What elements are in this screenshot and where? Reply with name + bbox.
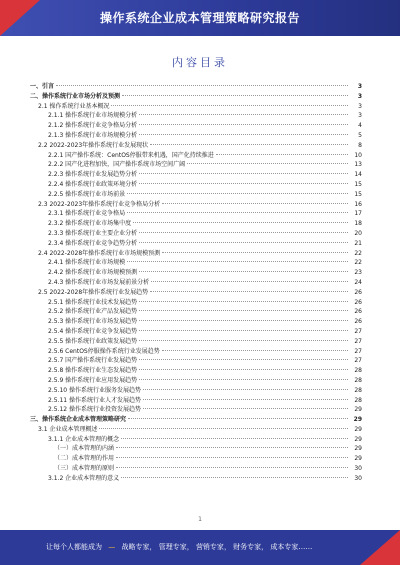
toc-leader-dots [150,144,348,145]
toc-entry[interactable] [30,386,362,396]
toc-entry-page: 22 [354,259,362,267]
toc-leader-dots [139,173,348,174]
toc-entry[interactable] [30,464,362,474]
toc-leader-dots [150,291,348,292]
report-title: 操作系统企业成本管理策略研究报告 [99,11,300,25]
toc-entry-label: 2.2.1 国产操作系统：CentOS停服带来机遇，国产化持续推进 [48,151,214,159]
toc-entry-label: 2.3.3 操作系统行业主要企业分析 [48,229,138,237]
toc-entry-page: 26 [354,308,362,316]
toc-entry-label: 2.3.1 操作系统行业竞争格局 [48,210,126,218]
toc-entry-label: 3.1 企业成本管理概述 [38,425,98,433]
report-footer [0,530,400,565]
toc-entry-label: 2.4.2 操作系统行业市场规模预测 [48,269,138,277]
toc-leader-dots [56,85,348,86]
page-number: 1 [198,516,202,523]
toc-entry[interactable] [30,268,362,278]
toc-entry-label: 2.3.4 操作系统行业竞争趋势分析 [48,239,138,247]
toc-entry[interactable] [30,258,362,268]
toc-leader-dots [139,183,348,184]
toc-leader-dots [127,261,348,262]
toc-entry-page: 27 [354,357,362,365]
toc-entry-page: 16 [354,200,362,208]
toc-leader-dots [111,105,348,106]
toc-leader-dots [143,408,348,409]
toc-leader-dots [143,389,348,390]
toc-leader-dots [143,399,348,400]
toc-leader-dots [127,212,348,213]
toc-entry-label: （二）成本管理的作用 [54,455,115,463]
toc-entry[interactable] [30,180,362,190]
toc-entry-page: 8 [358,141,362,149]
toc-entry-label: （三）成本管理的原则 [54,465,115,473]
toc-entry[interactable] [30,454,362,464]
toc-entry-page: 3 [357,83,362,90]
toc-entry-page: 30 [354,474,362,482]
toc-entry-page: 10 [354,151,362,159]
toc-leader-dots [187,163,348,164]
toc-leader-dots [139,310,348,311]
toc-entry-page: 15 [354,180,362,188]
toc-entry-page: 26 [354,298,362,306]
footer-lead: 让每个人都能成为 [46,543,102,551]
toc-entry[interactable] [30,288,362,298]
toc-entry-page: 27 [354,337,362,345]
toc-entry-page: 5 [358,131,362,139]
toc-entry-label: 2.5.6 CentOS停服操作系统行业发展趋势 [48,347,160,355]
toc-leader-dots [99,428,348,429]
toc-entry-page: 26 [354,318,362,326]
toc-entry-page: 23 [354,269,362,277]
toc-entry[interactable] [30,474,362,484]
toc-entry-page: 20 [354,229,362,237]
footer-slogan: 让每个人都能成为 — 战略专家， 管理专家， 营销专家， 财务专家， 成本专家…… [46,543,313,551]
toc-entry[interactable] [30,298,362,308]
toc-entry-page: 27 [354,327,362,335]
footer-item: 营销专家 [195,543,224,551]
toc-leader-dots [162,350,348,351]
toc-entry-label: 2.5.11 操作系统行业人才发展趋势 [48,396,141,404]
toc-entry[interactable] [30,82,362,92]
toc-leader-dots [139,114,348,115]
toc-entry-page: 29 [354,425,362,433]
toc-entry-label: 2.5.4 操作系统行业竞争发展趋势 [48,327,138,335]
toc-entry[interactable] [30,327,362,337]
toc-leader-dots [139,320,348,321]
toc-entry-page: 3 [358,102,362,110]
toc-entry-page: 13 [354,161,362,169]
table-of-contents [30,82,362,484]
toc-entry[interactable] [30,121,362,131]
toc-entry-label: 3.1.1 企业成本管理的概念 [48,435,120,443]
toc-entry-label: 2.5.9 操作系统行业应用发展趋势 [48,376,138,384]
toc-entry[interactable] [30,229,362,239]
footer-item: 管理专家 [158,543,187,551]
toc-entry[interactable] [30,366,362,376]
toc-entry-page: 22 [354,249,362,257]
toc-entry[interactable] [30,376,362,386]
toc-leader-dots [139,359,348,360]
toc-entry[interactable] [30,131,362,141]
toc-entry-label: 2.4.1 操作系统行业市场规模 [48,259,126,267]
toc-leader-dots [139,330,348,331]
toc-leader-dots [216,154,348,155]
toc-leader-dots [116,457,348,458]
toc-leader-dots [139,242,348,243]
toc-entry-label: 3.1.2 企业成本管理的意义 [48,474,120,482]
toc-leader-dots [139,369,348,370]
toc-entry-label: 2.5.3 操作系统行业市场发展趋势 [48,318,138,326]
toc-entry-label: 2.5.7 国产操作系统行业发展趋势 [48,357,138,365]
toc-entry-label: 2.2.5 操作系统行业市场前景 [48,190,126,198]
footer-item: 成本专家…… [270,543,313,551]
toc-entry-label: 2.1.2 操作系统行业竞争格局分析 [48,122,138,130]
toc-leader-dots [139,379,348,380]
toc-leader-dots [139,134,348,135]
toc-entry[interactable] [30,219,362,229]
toc-entry[interactable] [30,356,362,366]
toc-entry[interactable] [30,102,362,112]
toc-entry-page: 26 [354,288,362,296]
toc-entry[interactable] [30,396,362,406]
toc-entry-page: 24 [354,278,362,286]
toc-leader-dots [122,95,348,96]
toc-entry[interactable] [30,317,362,327]
toc-leader-dots [116,447,348,448]
toc-entry-page: 3 [358,112,362,120]
toc-entry[interactable] [30,92,362,102]
toc-entry[interactable] [30,249,362,259]
toc-entry[interactable] [30,425,362,435]
toc-entry-page: 29 [353,416,362,424]
footer-item: 战略专家 [121,543,150,551]
toc-entry[interactable] [30,209,362,219]
toc-entry-label: 2.5.2 操作系统行业产品发展趋势 [48,308,138,316]
toc-entry[interactable] [30,337,362,347]
toc-entry[interactable] [30,151,362,161]
toc-entry-label: 2.2.3 操作系统行业发展趋势分析 [48,171,138,179]
toc-entry-label: 2.2.4 操作系统行业政策环境分析 [48,180,138,188]
toc-entry[interactable] [30,278,362,288]
toc-entry-page: 28 [354,376,362,384]
toc-leader-dots [162,252,348,253]
toc-entry-label: 2.2.2 国产化进程加快，国产操作系统市场空间广阔 [48,161,186,169]
toc-entry-label: 2.1 操作系统行业基本概况 [38,102,110,110]
toc-entry-label: 2.3 2022-2023年操作系统行业竞争格局分析 [38,200,161,208]
footer-separator: — [108,543,116,551]
report-header [0,0,400,36]
toc-leader-dots [139,232,348,233]
toc-entry[interactable] [30,111,362,121]
toc-leader-dots [139,340,348,341]
toc-entry[interactable] [30,170,362,180]
toc-leader-dots [121,477,348,478]
footer-item: 财务专家 [233,543,262,551]
toc-entry-page: 14 [354,171,362,179]
toc-entry-page: 29 [354,445,362,453]
toc-entry-label: 三、操作系统企业成本管理策略研究 [30,416,127,424]
toc-entry[interactable] [30,444,362,454]
toc-entry-page: 29 [354,455,362,463]
toc-entry[interactable] [30,405,362,415]
toc-entry-page: 15 [354,190,362,198]
toc-entry-label: 2.5.12 操作系统行业投资发展趋势 [48,406,141,414]
toc-entry[interactable] [30,190,362,200]
toc-entry-label: 2.5.5 操作系统行业政策发展趋势 [48,337,138,345]
toc-leader-dots [121,438,348,439]
toc-entry-page: 4 [358,122,362,130]
toc-entry-page: 29 [354,406,362,414]
toc-entry-label: 二、操作系统行业市场分析及预测 [30,92,121,100]
toc-entry-label: 2.4 2022-2028年操作系统行业市场规模预测 [38,249,161,257]
toc-entry-label: 2.5 2022-2028年操作系统行业发展趋势 [38,288,149,296]
toc-entry-page: 21 [354,239,362,247]
toc-entry-page: 27 [354,347,362,355]
toc-leader-dots [162,203,348,204]
toc-entry[interactable] [30,307,362,317]
toc-entry-label: （一）成本管理的内涵 [54,445,115,453]
toc-entry-label: 2.3.2 操作系统行业市场集中度 [48,220,132,228]
toc-leader-dots [116,467,348,468]
toc-entry-label: 2.5.8 操作系统行业生态发展趋势 [48,367,138,375]
toc-entry[interactable] [30,347,362,357]
toc-entry[interactable] [30,160,362,170]
toc-leader-dots [151,281,348,282]
toc-entry-page: 18 [354,220,362,228]
toc-entry-page: 28 [354,367,362,375]
toc-leader-dots [139,124,348,125]
toc-leader-dots [133,222,348,223]
toc-leader-dots [139,271,348,272]
toc-leader-dots [127,193,348,194]
toc-entry-label: 2.1.1 操作系统行业市场规模分析 [48,112,138,120]
toc-entry-label: 一、引言 [30,83,55,90]
toc-heading: 内容目录 [172,56,228,69]
toc-entry-page: 17 [354,210,362,218]
toc-entry-label: 2.1.3 操作系统行业市场规模分析 [48,131,138,139]
toc-leader-dots [139,301,348,302]
toc-entry[interactable] [30,141,362,151]
toc-entry-page: 28 [354,386,362,394]
toc-entry-page: 30 [354,465,362,473]
toc-entry-label: 2.2 2022-2023年操作系统行业发展现状 [38,141,149,149]
toc-entry[interactable] [30,415,362,425]
toc-leader-dots [128,418,348,419]
toc-entry-label: 2.5.10 操作系统行业服务发展趋势 [48,386,141,394]
toc-entry-page: 29 [354,435,362,443]
toc-entry[interactable] [30,200,362,210]
toc-entry-page: 3 [357,92,362,100]
toc-entry[interactable] [30,239,362,249]
footer-red-accent [360,530,400,565]
toc-entry[interactable] [30,435,362,445]
toc-entry-label: 2.5.1 操作系统行业技术发展趋势 [48,298,138,306]
toc-entry-page: 28 [354,396,362,404]
toc-entry-label: 2.4.3 操作系统行业市场发展前景分析 [48,278,150,286]
